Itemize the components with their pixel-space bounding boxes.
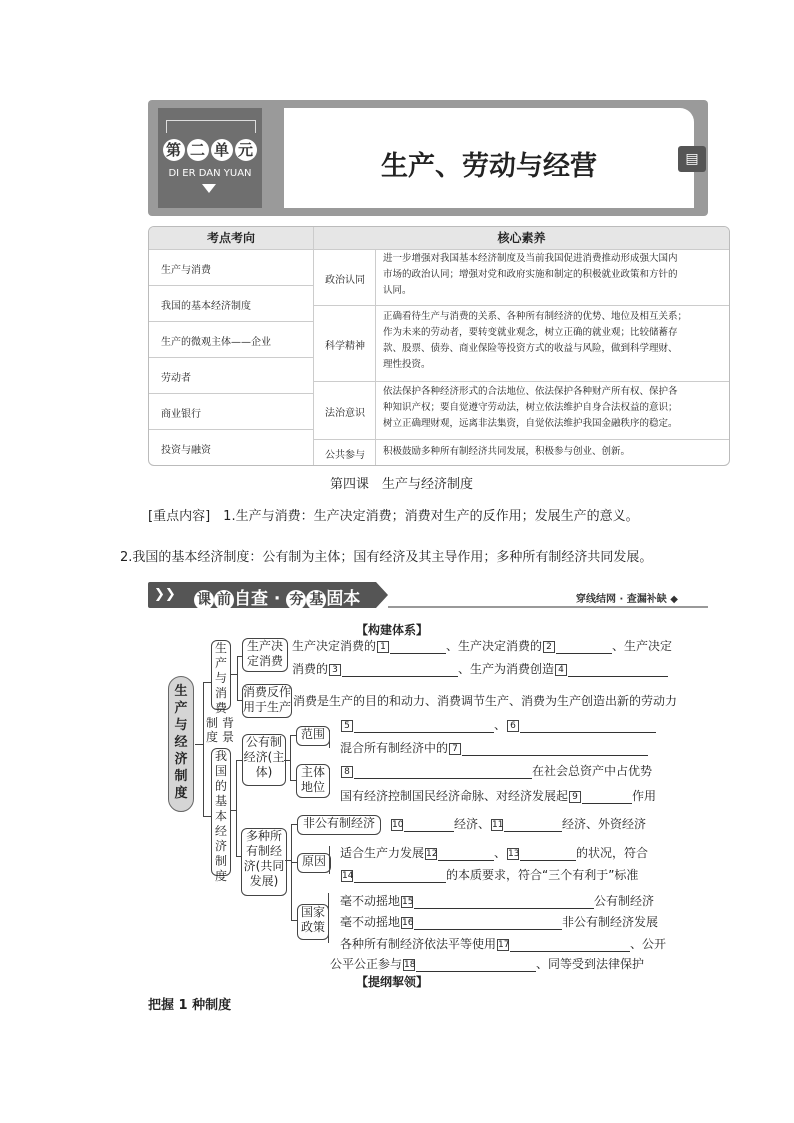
key-content: [重点内容] 1.生产与消费：生产决定消费；消费对生产的反作用；发展生产的意义。 (148, 509, 639, 524)
triangle-down-icon (202, 184, 216, 193)
topic-item: 投资与融资 (161, 445, 211, 456)
node-public: 公有制经济(主体) (242, 734, 286, 786)
literacy-name: 公共参与 (325, 450, 365, 461)
double-arrow-icon: ❯❯ (154, 587, 176, 602)
fill-line: 生产决定消费的 1 、生产决定消费的 2 、生产决定 (292, 639, 673, 653)
fill-line: 混合所有制经济中的 7 (340, 739, 648, 756)
literacy-desc: 正确看待生产与消费的关系、各种所有制经济的优势、地位及相互关系； 作为未来的劳动者，要转变就业观念，树立正确的就业观；比较储蓄存 款、股票、债券、商业保险等投资方式的收益与风险，做到科学理财、 理性投资。 (383, 311, 688, 370)
diagram-footer: 【提纲挈领】 (356, 975, 429, 989)
label-system: 制度 (206, 716, 219, 744)
topic-item: 生产的微观主体——企业 (161, 337, 271, 348)
node-policy: 国家政策 (297, 904, 329, 940)
fill-line: 5 、 6 (340, 716, 656, 733)
fill-line: 8 在社会总资产中占优势 (340, 762, 652, 779)
literacy-name: 科学精神 (325, 341, 365, 352)
diagram-heading: 【构建体系】 (356, 623, 429, 637)
topic-item: 劳动者 (161, 373, 191, 384)
fill-line: 消费的 3 、生产为消费创造 4 (292, 660, 668, 677)
unit-number: 第 二 单 元 (158, 138, 262, 161)
label-background: 背景 (222, 716, 235, 744)
book-search-icon: ▤ (678, 146, 706, 172)
table-header-literacy: 核心素养 (314, 227, 729, 249)
badge-frame (166, 120, 256, 133)
node-nonpublic: 非公有制经济 (297, 815, 381, 835)
unit-title: 生产、劳动与经营 (381, 151, 597, 182)
literacy-desc: 进一步增强对我国基本经济制度及当前我国促进消费推动形成强大国内 市场的政治认同；增强对党和政府实施和制定的积极就业政策和方针的 认同。 (383, 253, 678, 296)
fill-line: 毫不动摇地 15 公有制经济 (340, 894, 655, 908)
fill-line: 10 经济、 11 经济、外资经济 (392, 817, 647, 831)
topic-item: 我国的基本经济制度 (161, 301, 251, 312)
fill-line: 14 的本质要求，符合“三个有利于”标准 (342, 868, 639, 882)
fill-line: 公平公正参与 18 、同等受到法律保护 (330, 957, 645, 971)
unit-badge (158, 108, 262, 208)
fill-line: 国有经济控制国民经济命脉、对经济发展起 9 作用 (340, 789, 657, 803)
node-main-position: 主体地位 (296, 764, 330, 798)
fill-line: 消费是生产的目的和动力、消费调节生产、消费为生产创造出新的劳动力 (293, 694, 678, 708)
fill-line: 各种所有制经济依法平等使用 17 、公开 (340, 937, 667, 951)
lesson-title: 第四课 生产与经济制度 (330, 477, 474, 492)
section-title: 课 前 自查 · 夯 基 固本 (194, 584, 360, 610)
topic-item: 生产与消费 (161, 265, 211, 276)
unit-en: DI ER DAN YUAN (168, 168, 252, 179)
footer-text: 把握 1 种制度 (148, 998, 232, 1013)
fill-line: 适合生产力发展 12 、 13 的状况，符合 (340, 846, 649, 860)
section-subtitle: 穿线结网 · 查漏补缺 ◆ (576, 594, 678, 605)
table-header-topics: 考点考向 (149, 227, 313, 249)
node-prod-cons: 生产与消费 (211, 640, 231, 710)
node-basic-system: 我国的基本经济制度 (211, 748, 231, 876)
node-reason: 原因 (297, 853, 331, 873)
title-box (284, 108, 694, 208)
node-scope: 范围 (296, 726, 330, 746)
literacy-desc: 依法保护各种经济形式的合法地位、依法保护各种财产所有权、保护各 种知识产权；要自觉遵守劳动法，树立依法维护自身合法权益的意识； 树立正确理财观，远离非法集资，自觉依法维护我国金融秩序的稳定。 (383, 386, 678, 429)
section-bar (148, 582, 708, 608)
node-decide: 生产决定消费 (242, 638, 288, 672)
overview-table (148, 226, 730, 466)
fill-line: 毫不动摇地 16 非公有制经济发展 (340, 915, 659, 929)
node-react: 消费反作用于生产 (242, 684, 292, 718)
literacy-name: 法治意识 (325, 408, 365, 419)
topic-item: 商业银行 (161, 409, 201, 420)
literacy-name: 政治认同 (325, 275, 365, 286)
key-content-2: 2.我国的基本经济制度：公有制为主体；国有经济及其主导作用；多种所有制经济共同发展。 (120, 550, 653, 565)
root-node: 生产与经济制度 (168, 676, 194, 812)
literacy-desc: 积极鼓励多种所有制经济共同发展，积极参与创业、创新。 (383, 446, 631, 457)
node-multi: 多种所有制经济(共同发展) (241, 828, 287, 896)
